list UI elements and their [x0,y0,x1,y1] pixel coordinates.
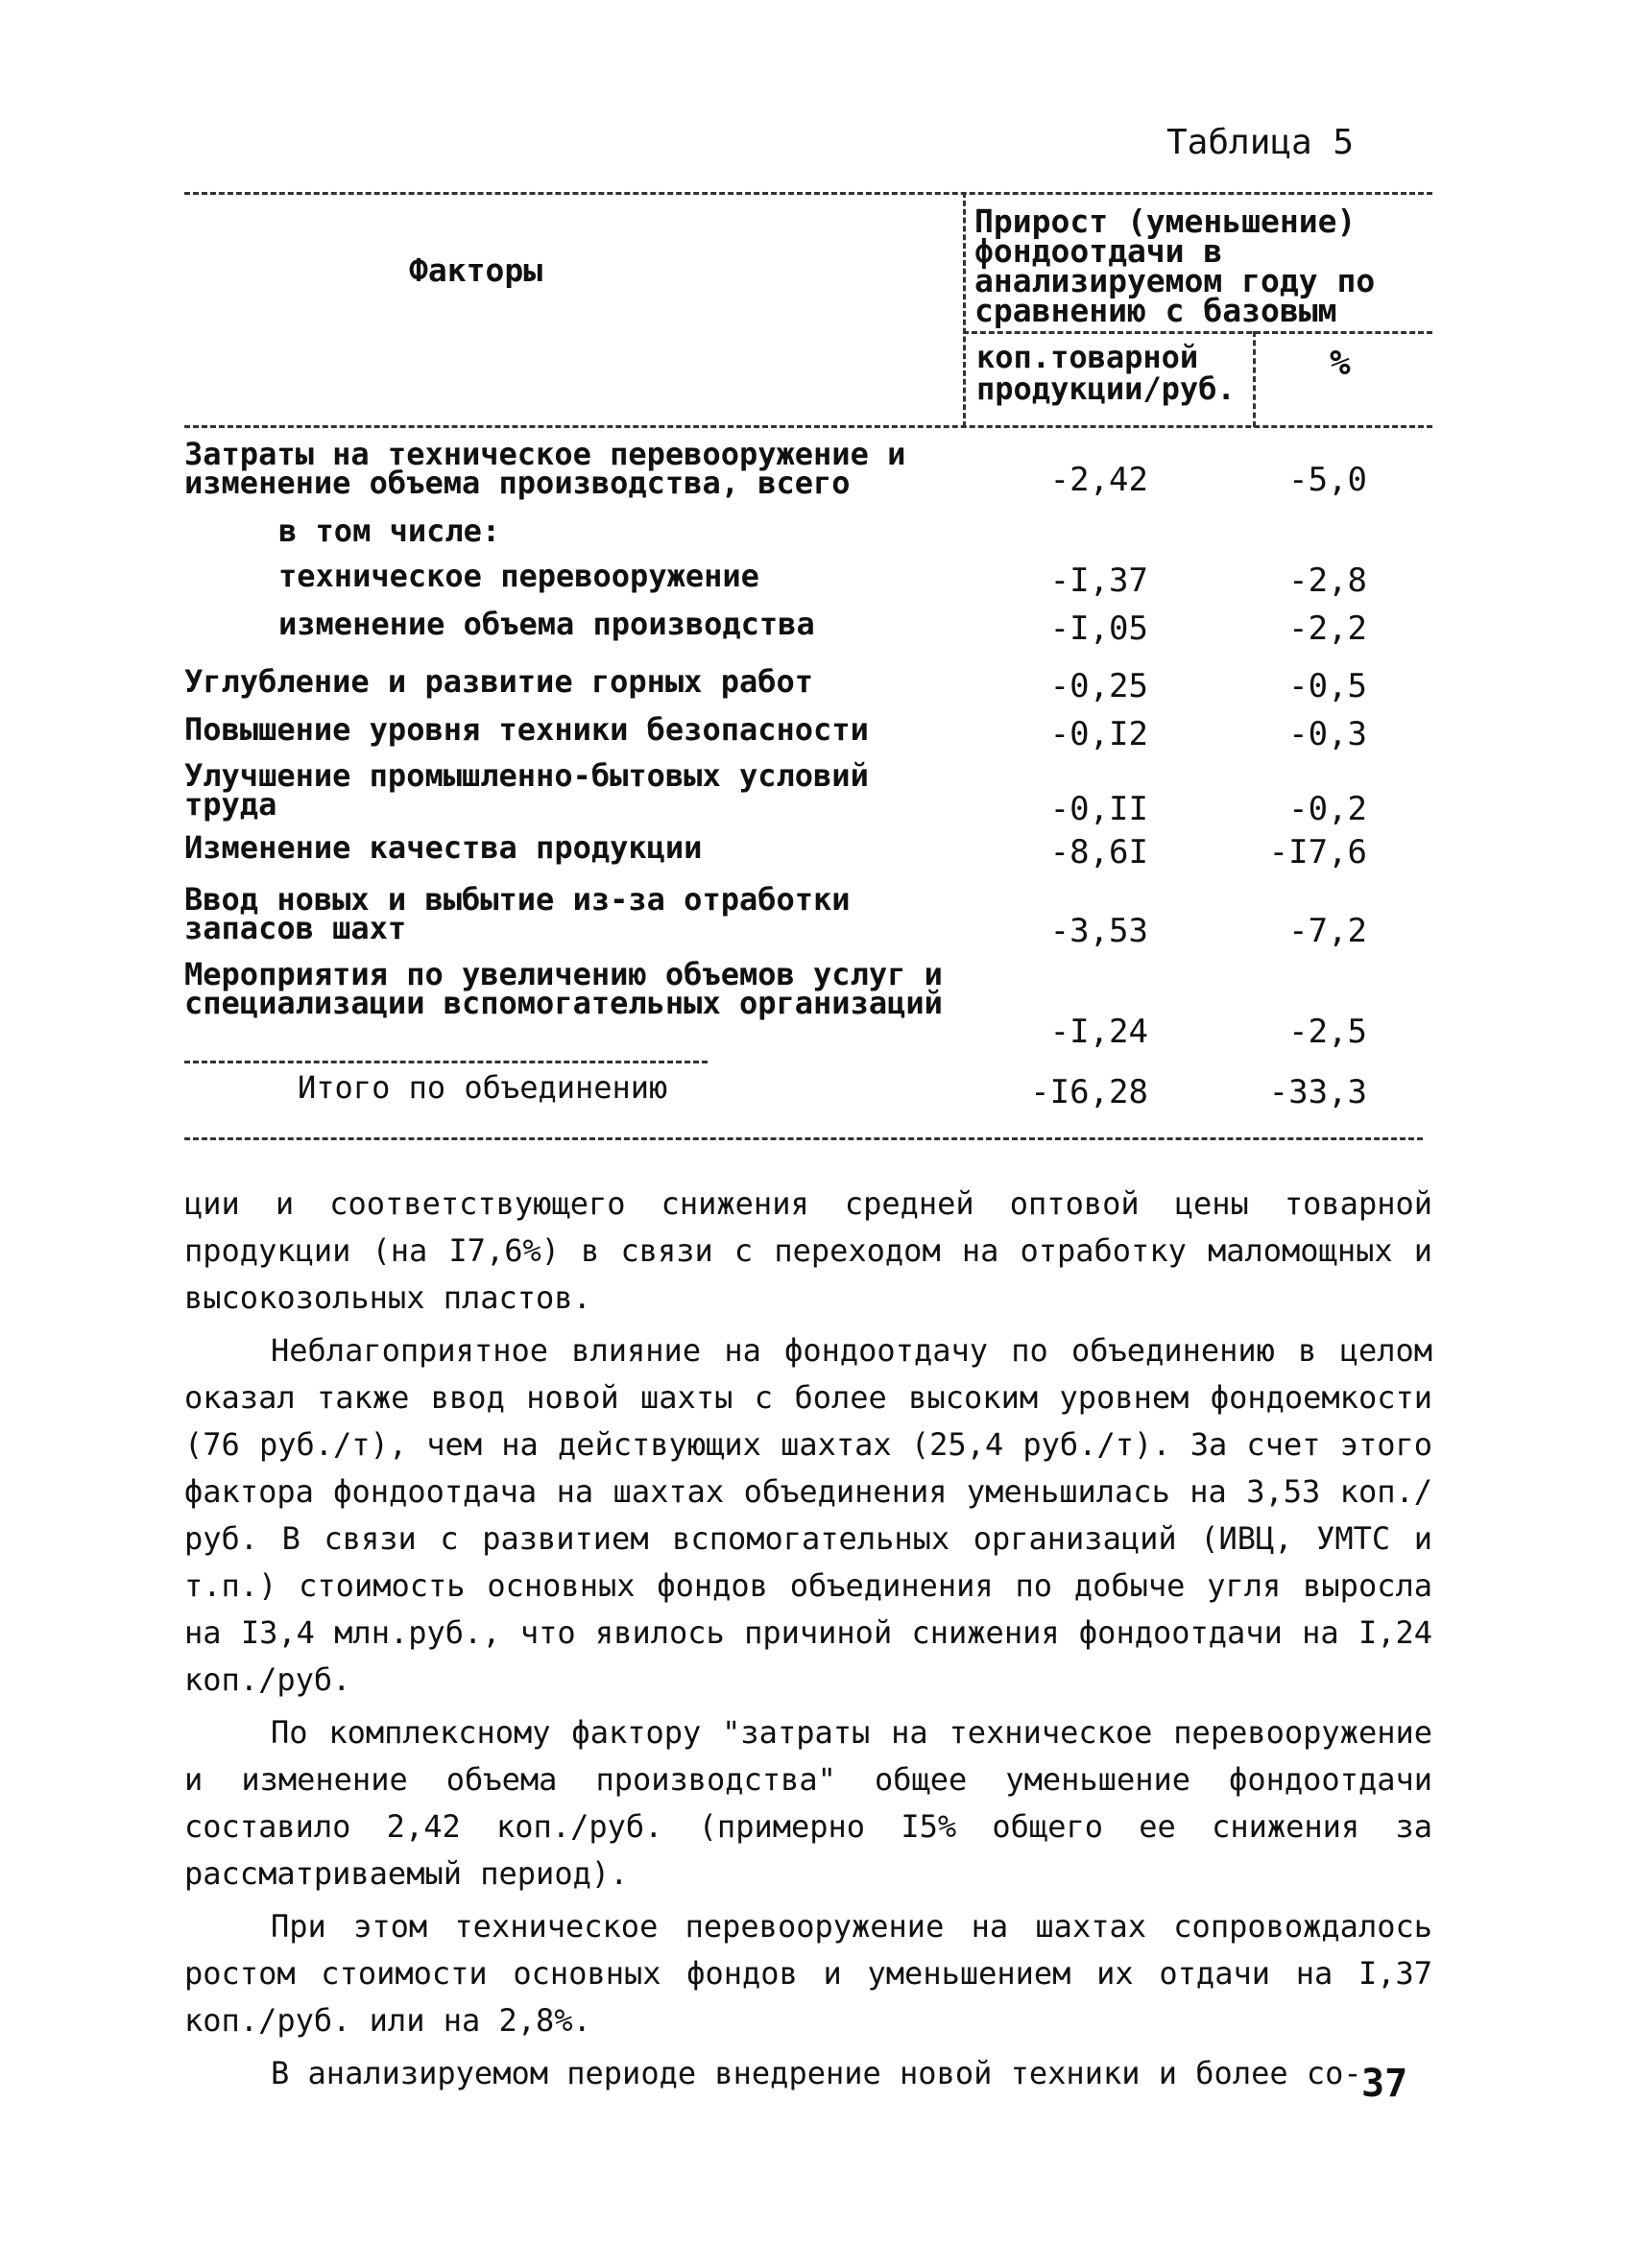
row-value-percent: -0,2 [1288,790,1367,828]
row-value-unit: -0,II [1049,790,1148,828]
paragraph: ции и соответствующего снижения средней оптовой цены товарной продукции (на I7,6%) в связи с переходом на отработку маломощных и высокозольных пластов. [184,1185,1432,1316]
row-value-percent: -7,2 [1288,912,1367,950]
row-value-percent: -0,3 [1288,715,1367,753]
row-label: Итого по объединению [298,1069,668,1106]
header-divider [963,192,966,427]
row-label: Улучшение промышленно-бытовых условий труда [184,757,869,823]
paragraph: Неблагоприятное влияние на фондоотдачу по объединению в целом оказал также ввод новой шахты с более высоким уровнем фондоемкости (76 руб./т), чем на действующих шахтах (25,4 руб./т). За счет этого фактора фондоотдача на шахтах объединения уменьшилась на 3,53 коп./руб. В связи с развитием вспомогательных организаций (ИВЦ, УМТС и т.п.) стоимость основных фондов объединения по добыче угля выросла на I3,4 млн.руб., что явилось причиной снижения фондоотдачи на I,24 коп./руб. [184,1332,1432,1698]
table-top-rule [184,192,1432,195]
row-value-unit: -I,05 [1049,609,1148,648]
row-value-unit: -3,53 [1049,912,1148,950]
row-value-unit: -2,42 [1049,461,1148,499]
row-label: Затраты на техническое перевооружение и изменение объема производства, всего [184,436,906,501]
row-value-percent: -I7,6 [1268,833,1367,871]
row-value-percent: -33,3 [1268,1073,1367,1111]
row-value-percent: -2,2 [1288,609,1367,648]
row-label: техническое перевооружение [278,558,759,594]
paragraph: При этом техническое перевооружение на шахтах сопровождалось ростом стоимости основных фондов и уменьшением их отдачи на I,37 коп./руб. или на 2,8%. [184,1908,1432,2039]
row-value-unit: -I6,28 [1030,1073,1148,1111]
row-label: Ввод новых и выбытие из-за отработки запасов шахт [184,881,851,946]
paragraph: В анализируемом периоде внедрение новой техники и более со- [271,2055,1362,2091]
header-factors: Факторы [409,251,543,289]
row-value-percent: -5,0 [1288,461,1367,499]
header-bottom-rule [184,425,1432,428]
row-value-unit: -I,37 [1049,561,1148,600]
row-value-percent: -2,8 [1288,561,1367,600]
row-value-unit: -0,25 [1049,667,1148,705]
header-unit: коп.товарной продукции/руб. [976,339,1236,407]
paragraph: По комплексному фактору "затраты на техническое перевооружение и изменение объема производства" общее уменьшение фондоотдачи составило 2,42 коп./руб. (примерно I5% общего ее снижения за рассматриваемый период). [184,1714,1432,1892]
row-value-percent: -0,5 [1288,667,1367,705]
row-value-percent: -2,5 [1288,1013,1367,1051]
table-label: Таблица 5 [1166,123,1355,162]
row-value-unit: -I,24 [1049,1013,1148,1051]
row-label: Повышение уровня техники безопасности [184,711,869,748]
page-number: 37 [1361,2062,1408,2106]
subheader-rule [963,331,1432,334]
row-label: изменение объема производства [278,606,815,642]
row-value-unit: -8,6I [1049,833,1148,871]
row-label: Изменение качества продукции [184,829,703,866]
table-bottom-rule [184,1137,1423,1140]
body-text [184,1181,1432,2103]
header-percent: % [1330,344,1351,383]
header-growth: Прирост (уменьшение) фондоотдачи в анализируемом году по сравнению с базовым [974,203,1376,329]
row-label: в том числе: [278,513,501,549]
row-label: Углубление и развитие горных работ [184,663,814,700]
total-rule [184,1061,708,1063]
row-label: Мероприятия по увеличению объемов услуг и специализации вспомогательных организаций [184,956,943,1021]
row-value-unit: -0,I2 [1049,715,1148,753]
